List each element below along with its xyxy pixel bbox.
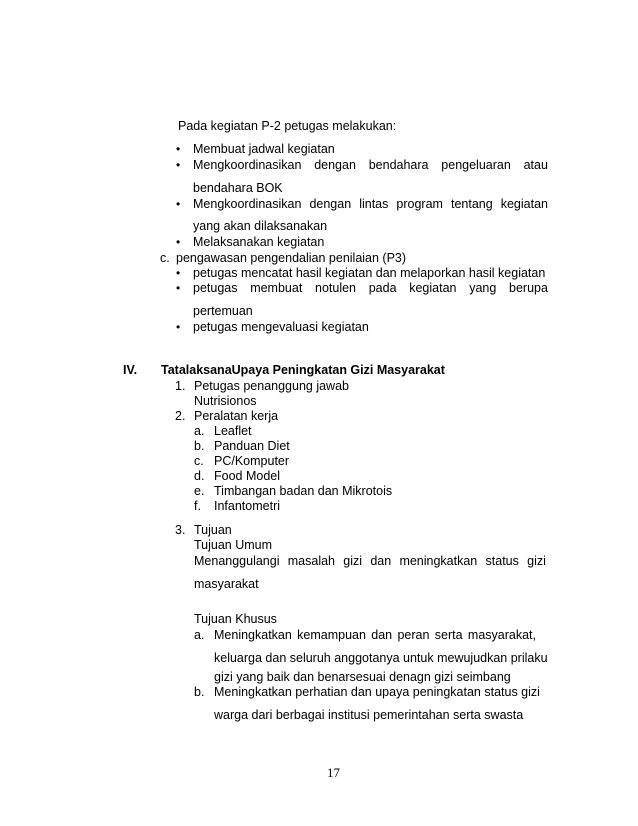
khusus-a-cont-2: gizi yang baik dan benarsesuai denagn gizi seimbang xyxy=(214,670,511,684)
word: meningkatkan xyxy=(399,554,478,568)
word: program xyxy=(396,197,443,211)
p2-bullet-1: • Membuat jadwal kegiatan xyxy=(193,142,335,157)
word: Menanggulangi xyxy=(194,554,280,568)
khusus-a-cont-1: keluarga dan seluruh anggotanya untuk mewujudkan prilaku xyxy=(214,651,548,665)
word: notulen xyxy=(315,281,357,295)
word: atau xyxy=(523,158,548,172)
item-2-number: 2. xyxy=(175,409,186,423)
item-3-number: 3. xyxy=(175,523,186,537)
p2-intro: Pada kegiatan P-2 petugas melakukan: xyxy=(178,119,397,133)
word: dan xyxy=(371,628,393,642)
p2-bullet-3 xyxy=(193,197,548,212)
word: serta xyxy=(434,628,463,642)
p3-bullet-2 xyxy=(193,281,548,296)
tool-label: c. xyxy=(194,454,204,468)
khusus-b-label: b. xyxy=(194,685,205,699)
tool-label: f. xyxy=(194,499,201,513)
word: yang xyxy=(469,281,497,295)
word: pada xyxy=(368,281,397,295)
word: gizi xyxy=(343,554,363,568)
tujuan-umum-text xyxy=(194,554,546,569)
tool-text: Panduan Diet xyxy=(214,439,290,453)
p2-bullet-3-cont: yang akan dilaksanakan xyxy=(193,219,328,233)
word: peran xyxy=(397,628,430,642)
tool-text: PC/Komputer xyxy=(214,454,290,468)
tool-label: a. xyxy=(194,424,205,438)
khusus-b-text: Meningkatkan perhatian dan upaya peningkatan status gizi xyxy=(214,685,540,699)
p3-label: c. xyxy=(160,251,170,265)
word: gizi xyxy=(527,554,546,568)
item-1-number: 1. xyxy=(175,379,186,393)
tool-text: Leaflet xyxy=(214,424,252,438)
tool-label: d. xyxy=(194,469,205,483)
item-3-text: Tujuan xyxy=(194,523,232,537)
word: dengan xyxy=(309,197,352,211)
word: pengeluaran xyxy=(441,158,511,172)
p2-bullet-2-cont: bendahara BOK xyxy=(193,181,283,195)
p3-bullet-2-cont: pertemuan xyxy=(193,304,253,318)
word: • petugas xyxy=(193,281,238,295)
khusus-a-text xyxy=(214,628,536,643)
p3-title: pengawasan pengendalian penilaian (P3) xyxy=(176,251,407,265)
word: dan xyxy=(370,554,392,568)
page-number: 17 xyxy=(327,765,340,780)
tujuan-umum-heading: Tujuan Umum xyxy=(194,538,273,552)
tool-text: Infantometri xyxy=(214,499,281,513)
khusus-b-cont: warga dari berbagai institusi pemerintahan serta swasta xyxy=(214,708,524,722)
word: berupa xyxy=(509,281,548,295)
word: bendahara xyxy=(368,158,429,172)
p2-bullet-4: • Melaksanakan kegiatan xyxy=(193,235,324,250)
tool-text: Timbangan badan dan Mikrotois xyxy=(214,484,393,498)
item-1-text: Petugas penanggung jawab xyxy=(194,379,349,393)
word: kemampuan xyxy=(297,628,366,642)
word: kegiatan xyxy=(500,197,548,211)
p3-bullet-3: • petugas mengevaluasi kegiatan xyxy=(193,320,369,335)
tool-label: e. xyxy=(194,484,205,498)
tool-text: Food Model xyxy=(214,469,281,483)
word: masalah xyxy=(287,554,336,568)
item-1-sub: Nutrisionos xyxy=(194,394,257,408)
item-2-text: Peralatan kerja xyxy=(194,409,279,423)
tujuan-umum-cont: masyarakat xyxy=(194,577,259,591)
tujuan-khusus-heading: Tujuan Khusus xyxy=(194,612,277,626)
word: membuat xyxy=(250,281,303,295)
word: tentang xyxy=(450,197,493,211)
section-4-title: TatalaksanaUpaya Peningkatan Gizi Masyarakat xyxy=(161,363,445,377)
section-4-number: IV. xyxy=(123,363,138,377)
word: dengan xyxy=(314,158,356,172)
word: lintas xyxy=(359,197,389,211)
p3-bullet-1: • petugas mencatat hasil kegiatan dan melaporkan hasil kegiatan xyxy=(193,266,545,281)
khusus-a-label: a. xyxy=(194,628,205,642)
word: status xyxy=(485,554,519,568)
word: • Mengkoordinasikan xyxy=(193,197,302,211)
word: Meningkatkan xyxy=(214,628,292,642)
tool-label: b. xyxy=(194,439,205,453)
word: masyarakat, xyxy=(467,628,536,642)
word: • Mengkoordinasikan xyxy=(193,158,302,172)
word: kegiatan xyxy=(409,281,457,295)
p2-bullet-2 xyxy=(193,158,548,173)
